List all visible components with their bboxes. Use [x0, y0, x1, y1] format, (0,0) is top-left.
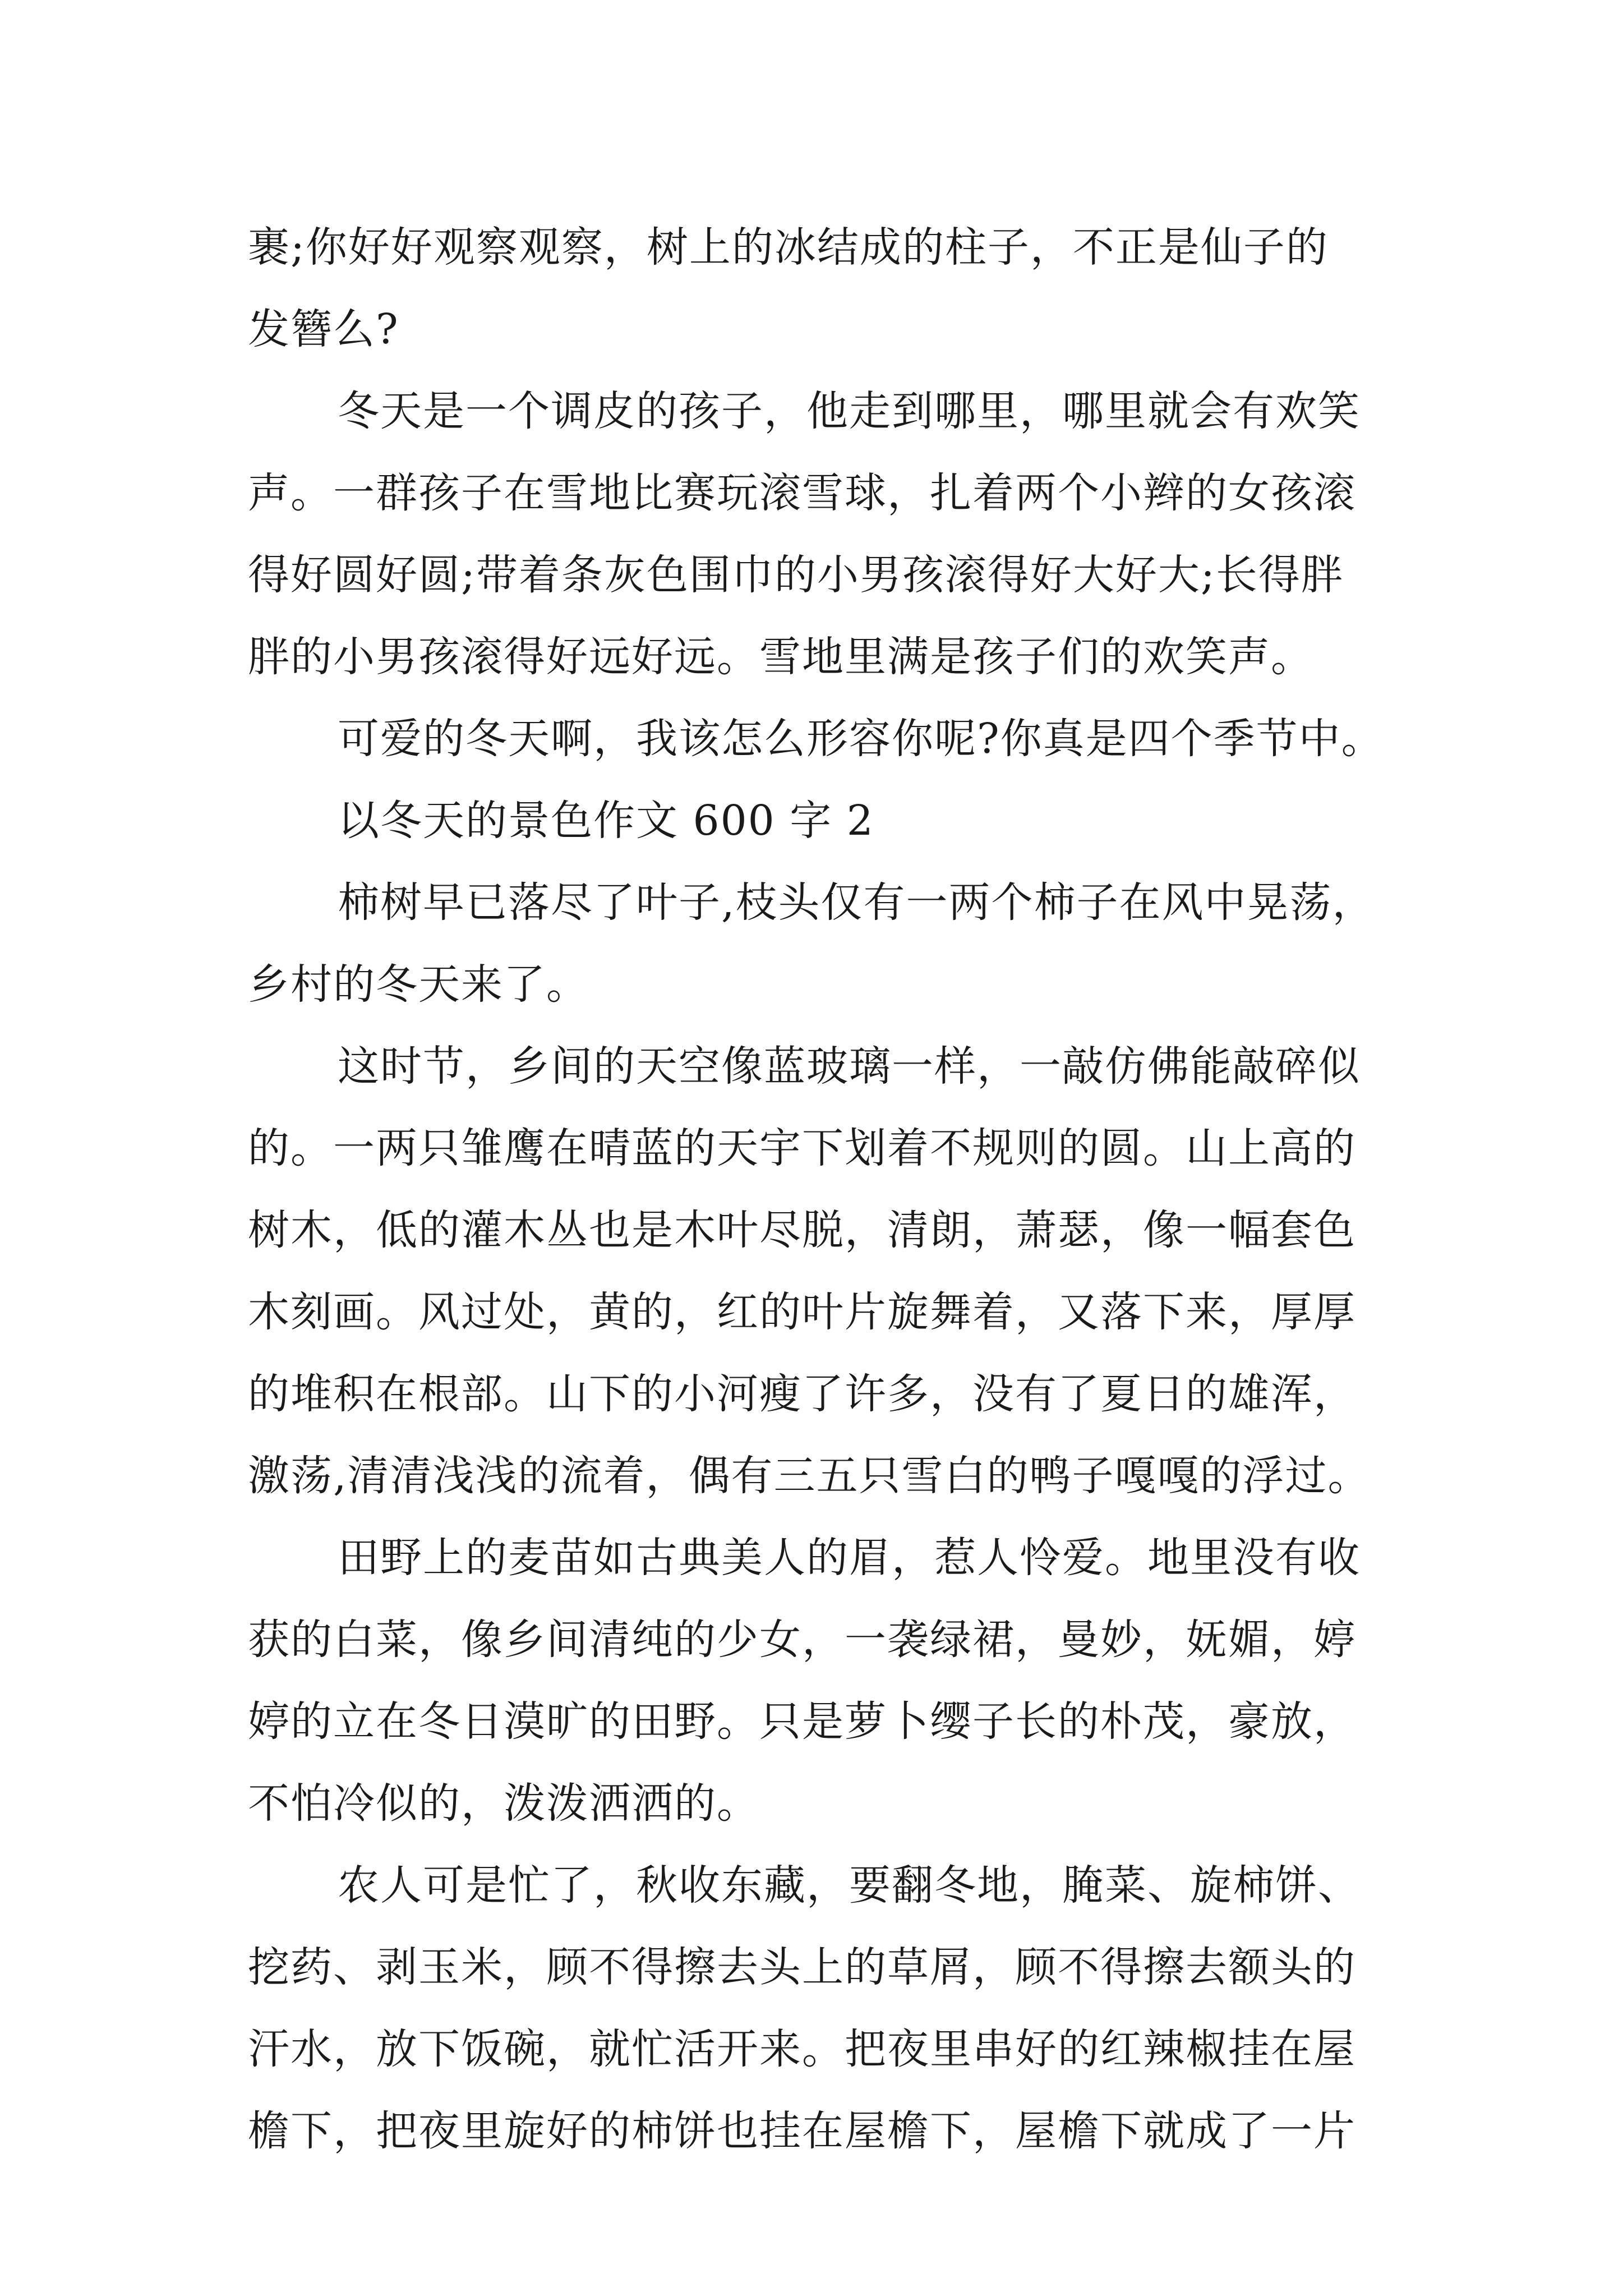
text-line: 发簪么? — [248, 305, 399, 353]
text-line: 不怕冷似的，泼泼洒洒的。 — [248, 1779, 759, 1828]
text-line: 乡村的冬天来了。 — [248, 960, 589, 1009]
text-line: 檐下，把夜里旋好的柿饼也挂在屋檐下，屋檐下就成了一片 — [248, 2107, 1356, 2155]
text-line: 木刻画。风过处，黄的，红的叶片旋舞着，又落下来，厚厚 — [248, 1288, 1356, 1336]
text-line: 声。一群孩子在雪地比赛玩滚雪球，扎着两个小辫的女孩滚 — [248, 469, 1356, 517]
text-line: 得好圆好圆;带着条灰色围巾的小男孩滚得好大好大;长得胖 — [248, 551, 1344, 599]
paragraph-start-line: 可爱的冬天啊，我该怎么形容你呢?你真是四个季节中。 — [338, 715, 1384, 763]
paragraph-start-line: 农人可是忙了，秋收东藏，要翻冬地，腌菜、旋柿饼、 — [338, 1861, 1361, 1910]
document-body — [248, 206, 1403, 2172]
text-line: 树木，低的灌木丛也是木叶尽脱，清朗，萧瑟，像一幅套色 — [248, 1206, 1356, 1254]
text-line: 汗水，放下饭碗，就忙活开来。把夜里串好的红辣椒挂在屋 — [248, 2025, 1356, 2073]
paragraph-start-line: 田野上的麦苗如古典美人的眉，惹人怜爱。地里没有收 — [338, 1534, 1361, 1582]
text-line: 婷的立在冬日漠旷的田野。只是萝卜缨子长的朴茂，豪放， — [248, 1697, 1356, 1746]
paragraph-start-line: 柿树早已落尽了叶子,枝头仅有一两个柿子在风中晃荡， — [338, 878, 1375, 927]
text-line: 挖药、剥玉米，顾不得擦去头上的草屑，顾不得擦去额头的 — [248, 1943, 1356, 1991]
text-line: 的堆积在根部。山下的小河瘦了许多，没有了夏日的雄浑， — [248, 1370, 1356, 1418]
text-line: 的。一两只雏鹰在晴蓝的天宇下划着不规则的圆。山上高的 — [248, 1124, 1356, 1172]
paragraph-start-line: 冬天是一个调皮的孩子，他走到哪里，哪里就会有欢笑 — [338, 387, 1361, 435]
text-line: 获的白菜，像乡间清纯的少女，一袭绿裙，曼妙，妩媚，婷 — [248, 1616, 1356, 1664]
text-line: 激荡,清清浅浅的流着，偶有三五只雪白的鸭子嘎嘎的浮过。 — [248, 1452, 1371, 1500]
text-line: 裹;你好好观察观察，树上的冰结成的柱子，不正是仙子的 — [248, 223, 1329, 272]
section-title: 以冬天的景色作文 600 字 2 — [338, 797, 874, 845]
text-line: 胖的小男孩滚得好远好远。雪地里满是孩子们的欢笑声。 — [248, 633, 1313, 681]
paragraph-start-line: 这时节，乡间的天空像蓝玻璃一样，一敲仿佛能敲碎似 — [338, 1042, 1361, 1091]
